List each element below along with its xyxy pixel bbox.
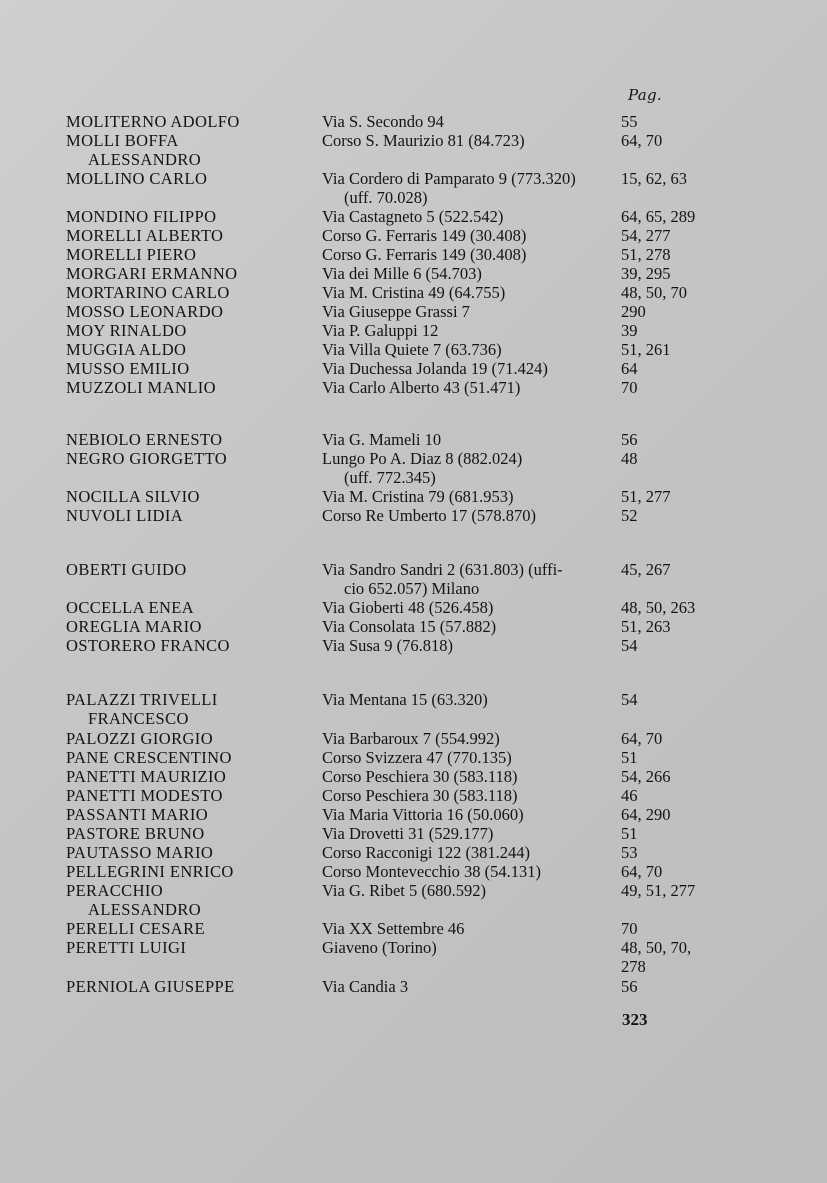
entry-name xyxy=(66,487,301,506)
entry-address-line: cio 652.057) Milano xyxy=(344,579,480,598)
entry-address xyxy=(322,283,612,302)
entry-name xyxy=(66,321,301,340)
entry-pages xyxy=(621,748,711,767)
entry-pages-line: 48, 50, 263 xyxy=(621,598,696,617)
entry-name-line: PELLEGRINI ENRICO xyxy=(66,862,234,881)
entry-address xyxy=(322,560,612,598)
entry-pages-line: 56 xyxy=(621,977,638,996)
entry-address-line: Via S. Secondo 94 xyxy=(322,112,444,131)
entry-name xyxy=(66,283,301,302)
entry-name xyxy=(66,245,301,264)
entry-name xyxy=(66,598,301,617)
entry-pages xyxy=(621,302,711,321)
entry-address xyxy=(322,690,612,709)
entry-pages xyxy=(621,977,711,996)
entry-name xyxy=(66,207,301,226)
entry-pages-line: 51, 278 xyxy=(621,245,671,264)
entry-name-line: MOLLINO CARLO xyxy=(66,169,208,188)
entry-address xyxy=(322,824,612,843)
entry-pages xyxy=(621,919,711,938)
entry-address xyxy=(322,430,612,449)
entry-address xyxy=(322,767,612,786)
entry-name-line: MOSSO LEONARDO xyxy=(66,302,224,321)
entry-pages xyxy=(621,378,711,397)
entry-pages-line: 54 xyxy=(621,636,638,655)
entry-address-line: Via Drovetti 31 (529.177) xyxy=(322,824,494,843)
entry-pages-line: 48, 50, 70, xyxy=(621,938,692,957)
entry-pages-line: 54, 277 xyxy=(621,226,671,245)
entry-pages xyxy=(621,430,711,449)
entry-address xyxy=(322,487,612,506)
entry-name-line: ALESSANDRO xyxy=(88,900,202,919)
entry-name xyxy=(66,824,301,843)
entry-name-line: MONDINO FILIPPO xyxy=(66,207,217,226)
entry-address xyxy=(322,226,612,245)
entry-address xyxy=(322,449,612,487)
entry-name xyxy=(66,767,301,786)
entry-pages xyxy=(621,487,711,506)
entry-address xyxy=(322,786,612,805)
entry-address xyxy=(322,919,612,938)
entry-pages xyxy=(621,636,711,655)
entry-name-line: PANE CRESCENTINO xyxy=(66,748,232,767)
entry-address-line: Via Consolata 15 (57.882) xyxy=(322,617,497,636)
entry-name xyxy=(66,359,301,378)
entry-address-line: Via Villa Quiete 7 (63.736) xyxy=(322,340,502,359)
entry-name-line: FRANCESCO xyxy=(88,709,189,728)
entry-pages xyxy=(621,340,711,359)
entry-pages xyxy=(621,112,711,131)
entry-address xyxy=(322,378,612,397)
entry-pages-line: 48, 50, 70 xyxy=(621,283,687,302)
entry-pages xyxy=(621,560,711,579)
entry-pages-line: 48 xyxy=(621,449,638,468)
entry-address-line: Corso Montevecchio 38 (54.131) xyxy=(322,862,542,881)
entry-name-line: ALESSANDRO xyxy=(88,150,202,169)
entry-name xyxy=(66,506,301,525)
entry-address-line: Via Barbaroux 7 (554.992) xyxy=(322,729,500,748)
entry-pages xyxy=(621,264,711,283)
entry-address xyxy=(322,843,612,862)
entry-pages-line: 39 xyxy=(621,321,638,340)
entry-name xyxy=(66,786,301,805)
entry-pages-line: 39, 295 xyxy=(621,264,671,283)
entry-name-line: MUSSO EMILIO xyxy=(66,359,190,378)
entry-pages-line: 51, 261 xyxy=(621,340,671,359)
entry-pages-line: 278 xyxy=(621,957,646,976)
entry-pages xyxy=(621,598,711,617)
entry-address-line: Via Susa 9 (76.818) xyxy=(322,636,453,655)
entry-pages-line: 64, 70 xyxy=(621,729,663,748)
entry-address-line: Via Mentana 15 (63.320) xyxy=(322,690,488,709)
entry-address xyxy=(322,207,612,226)
entry-name-line: PANETTI MAURIZIO xyxy=(66,767,227,786)
entry-name xyxy=(66,131,301,169)
entry-pages-line: 53 xyxy=(621,843,638,862)
entry-name-line: MUGGIA ALDO xyxy=(66,340,187,359)
entry-address-line: Via Carlo Alberto 43 (51.471) xyxy=(322,378,521,397)
entry-name xyxy=(66,112,301,131)
entry-name-line: OCCELLA ENEA xyxy=(66,598,195,617)
entry-name xyxy=(66,617,301,636)
entry-pages-line: 54, 266 xyxy=(621,767,671,786)
entry-name-line: PANETTI MODESTO xyxy=(66,786,223,805)
entry-pages-line: 54 xyxy=(621,690,638,709)
entry-name-line: PALAZZI TRIVELLI xyxy=(66,690,218,709)
entry-name xyxy=(66,748,301,767)
entry-address-line: Via Duchessa Jolanda 19 (71.424) xyxy=(322,359,548,378)
entry-address xyxy=(322,805,612,824)
entry-name xyxy=(66,862,301,881)
entry-pages xyxy=(621,786,711,805)
entry-name-line: MORELLI ALBERTO xyxy=(66,226,224,245)
entry-address xyxy=(322,359,612,378)
entry-address-line: Via Gioberti 48 (526.458) xyxy=(322,598,494,617)
entry-address xyxy=(322,862,612,881)
entry-address xyxy=(322,169,612,207)
entry-name xyxy=(66,636,301,655)
entry-address xyxy=(322,977,612,996)
entry-pages xyxy=(621,767,711,786)
entry-pages-line: 51, 263 xyxy=(621,617,671,636)
entry-pages-line: 290 xyxy=(621,302,646,321)
entry-name-line: MOLLI BOFFA xyxy=(66,131,179,150)
entry-pages-line: 64, 70 xyxy=(621,131,663,150)
entry-pages xyxy=(621,245,711,264)
entry-pages-line: 51 xyxy=(621,824,638,843)
entry-name-line: NUVOLI LIDIA xyxy=(66,506,184,525)
entry-name-line: NEBIOLO ERNESTO xyxy=(66,430,223,449)
entry-address-line: Lungo Po A. Diaz 8 (882.024) xyxy=(322,449,523,468)
entry-pages xyxy=(621,881,711,900)
entry-pages-line: 55 xyxy=(621,112,638,131)
entry-address xyxy=(322,131,612,150)
entry-name-line: PERACCHIO xyxy=(66,881,164,900)
entry-address-line: Corso Peschiera 30 (583.118) xyxy=(322,786,518,805)
entry-pages xyxy=(621,805,711,824)
entry-name-line: MORTARINO CARLO xyxy=(66,283,230,302)
entry-name xyxy=(66,560,301,579)
entry-pages-line: 49, 51, 277 xyxy=(621,881,696,900)
entry-pages xyxy=(621,449,711,468)
entry-name-line: PERELLI CESARE xyxy=(66,919,205,938)
entry-pages xyxy=(621,617,711,636)
entry-address-line: Via Castagneto 5 (522.542) xyxy=(322,207,504,226)
entry-pages xyxy=(621,226,711,245)
entry-name-line: OREGLIA MARIO xyxy=(66,617,202,636)
entry-address-line: Via XX Settembre 46 xyxy=(322,919,465,938)
entry-address-line: Corso G. Ferraris 149 (30.408) xyxy=(322,245,527,264)
entry-pages xyxy=(621,862,711,881)
entry-address-line: Via G. Ribet 5 (680.592) xyxy=(322,881,486,900)
entry-address xyxy=(322,264,612,283)
entry-address-line: Corso Svizzera 47 (770.135) xyxy=(322,748,512,767)
entry-name xyxy=(66,449,301,468)
entry-address xyxy=(322,881,612,900)
entry-address-line: Via Sandro Sandri 2 (631.803) (uffi- xyxy=(322,560,563,579)
entry-name-line: OBERTI GUIDO xyxy=(66,560,187,579)
entry-name-line: MORGARI ERMANNO xyxy=(66,264,238,283)
entry-name-line: PASSANTI MARIO xyxy=(66,805,209,824)
entry-name xyxy=(66,938,301,957)
entry-address xyxy=(322,302,612,321)
entry-pages-line: 64, 70 xyxy=(621,862,663,881)
entry-pages-line: 51 xyxy=(621,748,638,767)
entry-name-line: MOLITERNO ADOLFO xyxy=(66,112,240,131)
entry-pages xyxy=(621,824,711,843)
entry-name xyxy=(66,378,301,397)
entry-address-line: Via Giuseppe Grassi 7 xyxy=(322,302,470,321)
entry-pages xyxy=(621,729,711,748)
entry-name-line: MORELLI PIERO xyxy=(66,245,197,264)
entry-address-line: Via Maria Vittoria 16 (50.060) xyxy=(322,805,524,824)
entry-pages xyxy=(621,506,711,525)
entry-name xyxy=(66,264,301,283)
entry-pages xyxy=(621,131,711,150)
entry-name xyxy=(66,843,301,862)
entry-pages-line: 46 xyxy=(621,786,638,805)
entry-name-line: PALOZZI GIORGIO xyxy=(66,729,214,748)
entry-address-line: Via M. Cristina 79 (681.953) xyxy=(322,487,514,506)
entry-name-line: PASTORE BRUNO xyxy=(66,824,205,843)
entry-address xyxy=(322,340,612,359)
entry-name xyxy=(66,977,301,996)
entry-pages-line: 64 xyxy=(621,359,638,378)
entry-address xyxy=(322,598,612,617)
entry-pages xyxy=(621,359,711,378)
entry-address xyxy=(322,617,612,636)
entry-name xyxy=(66,340,301,359)
entry-address-line: Via dei Mille 6 (54.703) xyxy=(322,264,482,283)
page-number: 323 xyxy=(622,1010,648,1029)
entry-address-line: Corso Racconigi 122 (381.244) xyxy=(322,843,531,862)
entry-pages xyxy=(621,843,711,862)
entry-name xyxy=(66,226,301,245)
entry-address xyxy=(322,245,612,264)
entry-address xyxy=(322,748,612,767)
entry-name xyxy=(66,729,301,748)
entry-address-line: (uff. 772.345) xyxy=(344,468,436,487)
entry-name xyxy=(66,169,301,188)
entry-pages-line: 15, 62, 63 xyxy=(621,169,687,188)
entry-name xyxy=(66,919,301,938)
entry-address xyxy=(322,729,612,748)
entry-pages xyxy=(621,321,711,340)
entry-name xyxy=(66,881,301,919)
entry-name-line: NOCILLA SILVIO xyxy=(66,487,200,506)
entry-name xyxy=(66,805,301,824)
entry-pages-line: 52 xyxy=(621,506,638,525)
entry-name-line: PERNIOLA GIUSEPPE xyxy=(66,977,235,996)
entry-name-line: NEGRO GIORGETTO xyxy=(66,449,228,468)
entry-pages-line: 51, 277 xyxy=(621,487,671,506)
entry-address-line: Via Cordero di Pamparato 9 (773.320) xyxy=(322,169,576,188)
entry-address-line: Giaveno (Torino) xyxy=(322,938,437,957)
entry-pages xyxy=(621,938,711,976)
entry-pages-line: 56 xyxy=(621,430,638,449)
entry-pages-line: 70 xyxy=(621,919,638,938)
entry-name-line: MUZZOLI MANLIO xyxy=(66,378,216,397)
entry-name-line: PERETTI LUIGI xyxy=(66,938,187,957)
entry-address-line: Via P. Galuppi 12 xyxy=(322,321,439,340)
entry-address xyxy=(322,938,612,957)
entry-pages xyxy=(621,283,711,302)
entry-address-line: Corso Re Umberto 17 (578.870) xyxy=(322,506,537,525)
entry-address-line: Via M. Cristina 49 (64.755) xyxy=(322,283,506,302)
entry-address xyxy=(322,506,612,525)
entry-pages-line: 64, 290 xyxy=(621,805,671,824)
entry-pages xyxy=(621,207,711,226)
entry-name-line: MOY RINALDO xyxy=(66,321,187,340)
entry-pages xyxy=(621,169,711,188)
entry-pages-line: 70 xyxy=(621,378,638,397)
entry-address-line: Via G. Mameli 10 xyxy=(322,430,442,449)
entry-address xyxy=(322,321,612,340)
entry-address xyxy=(322,636,612,655)
entry-address-line: Corso G. Ferraris 149 (30.408) xyxy=(322,226,527,245)
entry-address-line: (uff. 70.028) xyxy=(344,188,428,207)
entry-pages-line: 64, 65, 289 xyxy=(621,207,696,226)
entry-name xyxy=(66,430,301,449)
entry-pages xyxy=(621,690,711,709)
entry-address xyxy=(322,112,612,131)
entry-name-line: PAUTASSO MARIO xyxy=(66,843,214,862)
entry-name-line: OSTORERO FRANCO xyxy=(66,636,230,655)
entry-address-line: Corso Peschiera 30 (583.118) xyxy=(322,767,518,786)
entry-address-line: Via Candia 3 xyxy=(322,977,409,996)
entry-pages-line: 45, 267 xyxy=(621,560,671,579)
pag-column-header: Pag. xyxy=(628,86,662,104)
entry-name xyxy=(66,690,301,728)
entry-address-line: Corso S. Maurizio 81 (84.723) xyxy=(322,131,525,150)
entry-name xyxy=(66,302,301,321)
